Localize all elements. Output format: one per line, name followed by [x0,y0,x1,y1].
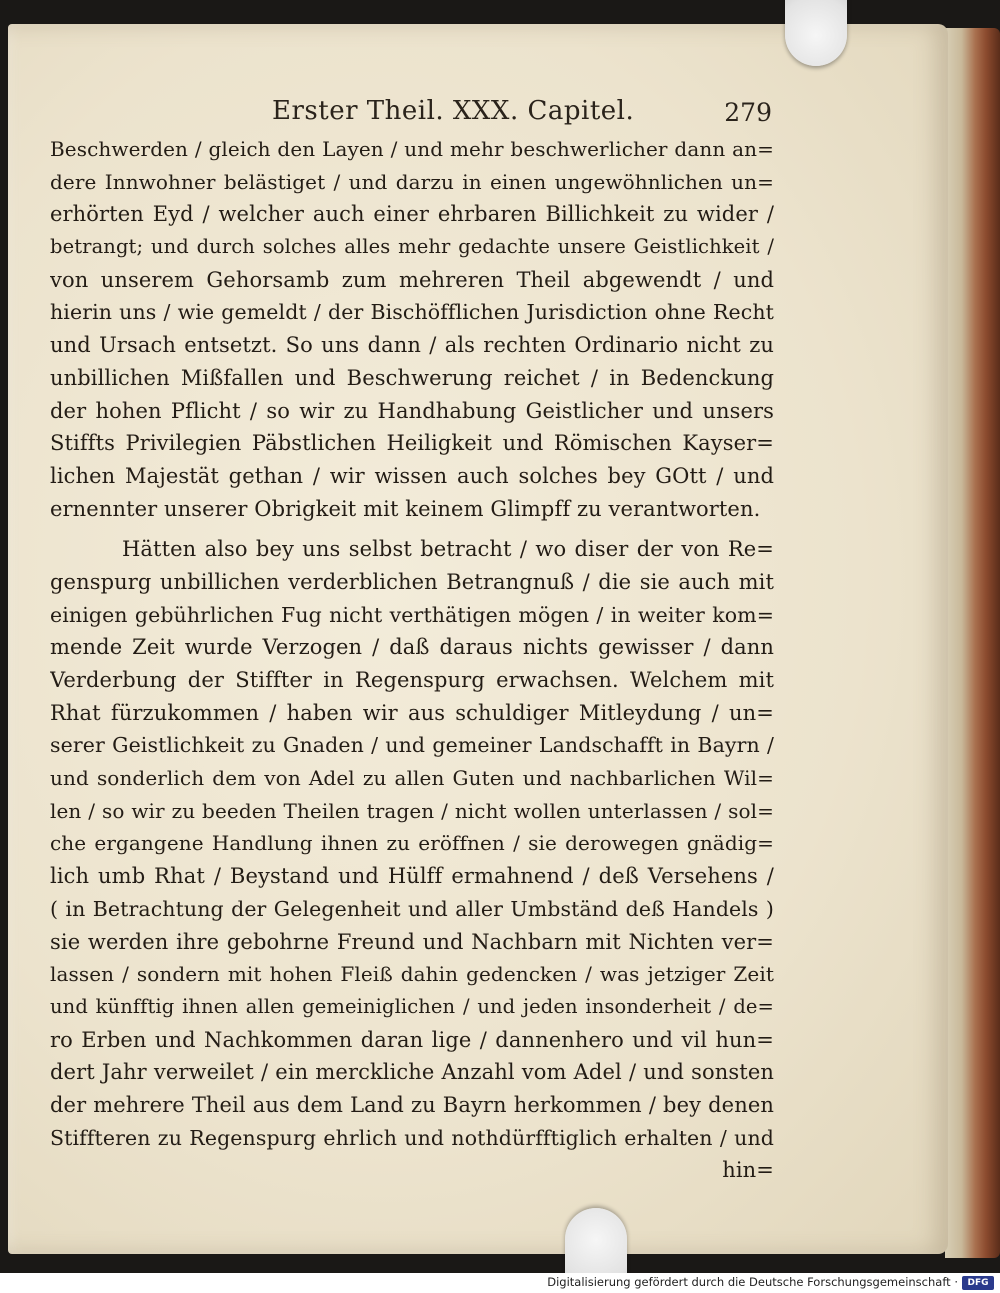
page-number: 279 [724,98,772,127]
page-clip-top [785,0,847,66]
text-line: von unserem Gehorsamb zum mehreren Theil abgewendt / und [50,267,774,292]
paragraph-gap [50,525,774,533]
text-line: und sonderlich dem von Adel zu allen Guten und nachbarlichen Wil= [50,766,774,791]
text-line: len / so wir zu beeden Theilen tragen / nicht wollen unterlassen / sol= [50,798,774,823]
book-spine [945,28,1000,1258]
text-line: lassen / sondern mit hohen Fleiß dahin gedencken / was jetziger Zeit [50,962,774,987]
text-line: unbillichen Mißfallen und Beschwerung reichet / in Bedenckung [50,365,774,390]
text-line: ro Erben und Nachkommen daran lige / dannenhero und vil hun= [50,1027,774,1052]
text-line: sie werden ihre gebohrne Freund und Nachbarn mit Nichten ver= [50,929,774,954]
text-line: che ergangene Handlung ihnen zu eröffnen / sie derowegen gnädig= [50,831,774,856]
text-line: einigen gebührlichen Fug nicht verthätigen mögen / in weiter kom= [50,602,774,627]
digitization-footer [0,1273,1000,1293]
page-clip-bottom [565,1208,627,1273]
text-line: ernennter unserer Obrigkeit mit keinem Glimpff zu verantworten. [50,496,761,521]
text-line: lichen Majestät gethan / wir wissen auch solches bey GOtt / und [50,463,774,488]
text-line: dere Innwohner belästiget / und darzu in einen ungewöhnlichen un= [50,169,774,194]
text-line: Stiffts Privilegien Päbstlichen Heiligkeit und Römischen Kayser= [50,431,774,456]
text-line: Beschwerden / gleich den Layen / und mehr beschwerlicher dann an= [50,137,774,161]
text-line: betrangt; und durch solches alles mehr gedachte unsere Geistlichkeit / [50,235,774,259]
text-line: Rhat fürzukommen / haben wir aus schuldiger Mitleydung / un= [50,700,774,725]
text-line: lich umb Rhat / Beystand und Hülff ermahnend / deß Versehens / [50,864,774,889]
text-line: serer Geistlichkeit zu Gnaden / und gemeiner Landschafft in Bayrn / [50,733,774,758]
text-line: dert Jahr verweilet / ein merckliche Anzahl vom Adel / und sonsten [50,1060,774,1085]
text-line: und Ursach entsetzt. So uns dann / als rechten Ordinario nicht zu [50,333,774,358]
running-head [60,92,772,132]
text-line: Verderbung der Stiffter in Regenspurg erwachsen. Welchem mit [50,668,774,692]
dfg-logo: DFG [962,1276,994,1290]
text-line: mende Zeit wurde Verzogen / daß daraus nichts gewisser / dann [50,635,774,660]
text-line: erhörten Eyd / welcher auch einer ehrbaren Billichkeit zu wider / [50,202,774,227]
text-line: genspurg unbillichen verderblichen Betrangnuß / die sie auch mit [50,569,774,594]
text-line: ( in Betrachtung der Gelegenheit und aller Umbständ deß Handels ) [50,896,774,921]
body-text [50,133,774,1187]
footer-credit: Digitalisierung gefördert durch die Deutsche Forschungsgemeinschaft · [547,1275,958,1289]
running-head-title: Erster Theil. XXX. Capitel. [272,96,635,126]
text-line: Hätten also bey uns selbst betracht / wo diser der von Re= [122,537,774,562]
text-line: der hohen Pflicht / so wir zu Handhabung Geistlicher und unsers [50,398,774,423]
text-line: hierin uns / wie gemeldt / der Bischöfflichen Jurisdiction ohne Recht [50,300,774,325]
text-line: der mehrere Theil aus dem Land zu Bayrn herkommen / bey denen [50,1092,774,1117]
text-line: Stiffteren zu Regenspurg ehrlich und nothdürfftiglich erhalten / und [50,1125,774,1150]
text-line: und künfftig ihnen allen gemeiniglichen / und jeden insonderheit / de= [50,994,774,1018]
catchword: hin= [722,1158,774,1183]
